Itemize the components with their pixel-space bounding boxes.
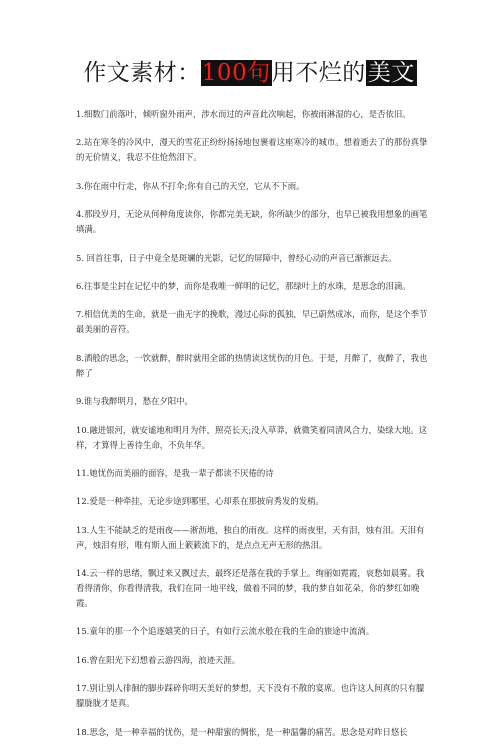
quote-item: 2.站在寒冬的冷风中，漫天的雪花正纷纷扬扬地包裹着这座寒冷的城市。想着逝去了的那份真挚的无价情义，我忍不住怆然泪下。 <box>76 137 428 163</box>
title-text-middle: 用不烂的 <box>271 60 366 86</box>
quote-item: 17.别让别人徘徊的脚步踩碎你明天美好的梦想，天下没有不散的宴席。也许这人间真的只有朦朦胧胧才是真。 <box>76 683 425 709</box>
quote-item: 1.细数门前落叶，倾听窗外雨声，涉水而过的声音此次响起，你被雨淋湿的心，是否依旧。 <box>76 109 411 119</box>
page-title <box>0 56 500 90</box>
quote-item: 16.曾在阳光下幻想着云游四海，浪迹天涯。 <box>76 654 241 665</box>
quote-item: 14.云一样的思绪，飘过来又飘过去，最终还是落在我的手掌上。绚丽如霓霞，哀愁如晨雾。我看得清你，你看得清我，我们在同一地平线，做着不同的梦，我的梦自如花朵，你的梦红如晚霞。 <box>76 568 425 609</box>
quote-item: 10.融进银河，就安谧地和明月为伴，照亮长天;没入草莽，就微笑着同清风合力，染绿大地。这样，才算得上善待生命，不负年华。 <box>76 424 428 450</box>
title-text: 作文素材： <box>83 60 201 86</box>
title-highlight-inverted: 美文 <box>367 60 415 86</box>
quote-item: 4.那段岁月，无论从何种角度读你，你都完美无缺，你所缺少的部分，也早已被我用想象的画笔填满。 <box>76 209 428 235</box>
title-highlight-red: 100句 <box>201 60 271 86</box>
quote-item: 12.爱是一种牵挂，无论步途到哪里，心却系在那披肩秀发的发梢。 <box>76 496 324 507</box>
quote-item: 3.你在雨中行走，你从不打伞;你有自己的天空，它从不下雨。 <box>76 180 305 191</box>
quote-item: 7.相信优美的生命，就是一曲无字的挽歌，漫过心际的孤独，早已蔚然成冰，而你，是这个季节最美丽的音符。 <box>76 309 428 335</box>
quote-item: 8.酒般的思念，一饮就醉，醉时就用全部的热情读这忧伤的月色。于是，月醉了，夜醉了，我也醉了 <box>76 352 428 378</box>
quote-list <box>76 107 432 753</box>
quote-item: 11.她忧伤而美丽的面容，是我一辈子都读不厌倦的诗 <box>76 467 274 478</box>
quote-item: 18.思念，是一种幸福的忧伤，是一种甜蜜的惆怅，是一种温馨的痛苦。思念是对昨日悠长 <box>76 726 408 737</box>
quote-item: 5. 回首往事，日子中竟全是斑斓的光影，记忆的屏障中，曾经心动的声音已渐渐远去。 <box>76 252 397 263</box>
quote-item: 6.往事是尘封在记忆中的梦，而你是我唯一鲜明的记忆，那绿叶上的水珠，是思念的泪滴。 <box>76 280 411 291</box>
quote-item: 13.人生不能缺乏的是雨夜——淅沥地，独自的雨夜。这样的雨夜里，天有泪，烛有泪。天泪有声，烛泪有形，唯有斯人面上簌簌流下的，是点点无声无形的热泪。 <box>76 524 425 550</box>
quote-item: 9.谁与我醉明月，愁在夕阳中。 <box>76 396 193 407</box>
quote-item: 15.童年的那一个个追逐嬉笑的日子，有如行云流水般在我的生命的旅途中流淌。 <box>76 626 375 637</box>
